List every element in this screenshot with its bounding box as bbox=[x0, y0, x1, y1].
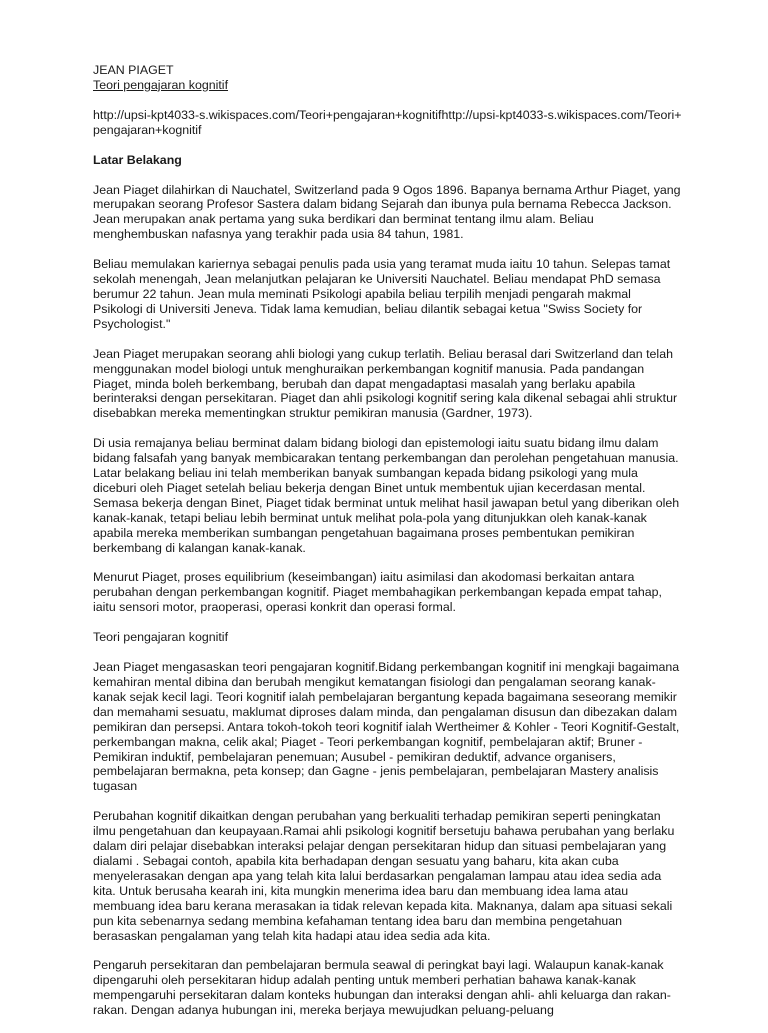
paragraph: Pengaruh persekitaran dan pembelajaran bermula seawal di peringkat bayi lagi. Walaupun kanak-kanak dipengaruhi oleh persekitaran hidup adalah penting untuk memberi perhatian bahawa kanak-kanak mempengaruhi persekitaran dalam konteks hubungan dan interaksi dengan ahli- ahli keluarga dan rakan-rakan. Dengan adanya hubungan ini, mereka berjaya mewujudkan peluang-peluang bbox=[93, 958, 671, 1018]
document-author: JEAN PIAGET bbox=[93, 63, 174, 77]
paragraph: Jean Piaget mengasaskan teori pengajaran kognitif.Bidang perkembangan kognitif ini mengkaji bagaimana kemahiran mental dibina dan berubah mengikut kematangan fisiologi dan pengalaman seorang kanak-kanak sejak kecil lagi. Teori kognitif ialah pembelajaran bergantung kepada bagaimana seseorang memikir dan memahami sesuatu, maklumat diproses dalam minda, dan pengalaman disusun dan dibezakan dalam pemikiran dan persepsi. Antara tokoh-tokoh teori kognitif ialah Wertheimer & Kohler - Teori Kognitif-Gestalt, perkembangan makna, celik akal; Piaget - Teori perkembangan kognitif, pembelajaran aktif; Bruner - Pemikiran induktif, pembelajaran penemuan; Ausubel - pemikiran deduktif, advance organisers, pembelajaran bermakna, peta konsep; dan Gagne - jenis pembelajaran, pembelajaran Mastery analisis tugasan bbox=[93, 660, 680, 794]
section-heading-teori: Teori pengajaran kognitif bbox=[93, 630, 229, 645]
document-subtitle-link[interactable]: Teori pengajaran kognitif bbox=[93, 77, 229, 92]
paragraph: Di usia remajanya beliau berminat dalam bidang biologi dan epistemologi iaitu suatu bidang ilmu dalam bidang falsafah yang banyak membicarakan tentang perkembangan dan perolehan pengetahuan manusia. Latar belakang beliau ini telah memberikan banyak sumbangan kepada bidang psikologi yang mula diceburi oleh Piaget setelah beliau bekerja dengan Binet untuk membentuk ujian kecerdasan mental. Semasa bekerja dengan Binet, Piaget tidak berminat untuk melihat hasil jawapan betul yang diberikan oleh kanak-kanak, tetapi beliau lebih berminat untuk melihat pola-pola yang ditunjukkan oleh kanak-kanak apabila mereka memberikan sumbangan pengetahuan bagaimana proses pembentukan pemikiran berkembang di kalangan kanak-kanak. bbox=[93, 436, 680, 555]
paragraph: Perubahan kognitif dikaitkan dengan perubahan yang berkualiti terhadap pemikiran seperti peningkatan ilmu pengetahuan dan keupayaan.Ramai ahli psikologi kognitif bersetuju bahawa perubahan yang berlaku dalam diri pelajar disebabkan interaksi pelajar dengan persekitaran hidup dan situasi pembelajaran yang dialami . Sebagai contoh, apabila kita berhadapan dengan sesuatu yang baharu, kita akan cuba menyelerasakan dengan apa yang telah kita lalui berdasarkan pengalaman lampau atau idea sedia ada kita. Untuk berusaha kearah ini, kita mungkin menerima idea baru dan membuang idea lama atau membuang idea baru kerana merasakan ia tidak relevan kepada kita. Maknanya, dalam apa situasi sekali pun kita sebenarnya sedang membina kefahaman tentang idea baru dan membina pengetahuan berasaskan pengalaman yang telah kita hadapi atau idea sedia ada kita. bbox=[93, 809, 675, 943]
paragraph: Beliau memulakan kariernya sebagai penulis pada usia yang teramat muda iaitu 10 tahun. Selepas tamat sekolah menengah, Jean melanjutkan pelajaran ke Universiti Nauchatel. Beliau mendapat PhD semasa berumur 22 tahun. Jean mula meminati Psikologi apabila beliau terpilih menjadi pengarah makmal Psikologi di Universiti Jeneva. Tidak lama kemudian, beliau dilantik sebagai ketua "Swiss Society for Psychologist." bbox=[93, 257, 671, 331]
paragraph: Jean Piaget dilahirkan di Nauchatel, Switzerland pada 9 Ogos 1896. Bapanya bernama Arthur Piaget, yang merupakan seorang Profesor Sastera dalam bidang Sejarah dan ibunya pula bernama Rebecca Jackson. Jean merupakan anak pertama yang suka berdikari dan berminat tentang ilmu alam. Beliau menghembuskan nafasnya yang terakhir pada usia 84 tahun, 1981. bbox=[93, 182, 681, 242]
source-url-link[interactable]: http://upsi-kpt4033-s.wikispaces.com/Teori+pengajaran+kognitifhttp://upsi-kpt4033-s.wikispaces.com/Teori+pengajaran+kognitif bbox=[93, 107, 682, 137]
paragraph: Jean Piaget merupakan seorang ahli biologi yang cukup terlatih. Beliau berasal dari Switzerland dan telah menggunakan model biologi untuk menghuraikan perkembangan kognitif manusia. Pada pandangan Piaget, minda boleh berkembang, berubah dan dapat mengadaptasi masalah yang berlaku apabila berinteraksi dengan persekitaran. Piaget dan ahli psikologi kognitif sering kala dikenal sebagai ahli struktur disebabkan mereka mementingkan struktur pemikiran manusia (Gardner, 1973). bbox=[93, 346, 678, 421]
paragraph: Menurut Piaget, proses equilibrium (keseimbangan) iaitu asimilasi dan akodomasi berkaitan antara perubahan dengan perkembangan kognitif. Piaget membahagikan perkembangan kepada empat tahap, iaitu sensori motor, praoperasi, operasi konkrit dan operasi formal. bbox=[93, 570, 663, 615]
document-page bbox=[93, 63, 683, 1033]
section-heading-latar-belakang: Latar Belakang bbox=[93, 152, 182, 167]
